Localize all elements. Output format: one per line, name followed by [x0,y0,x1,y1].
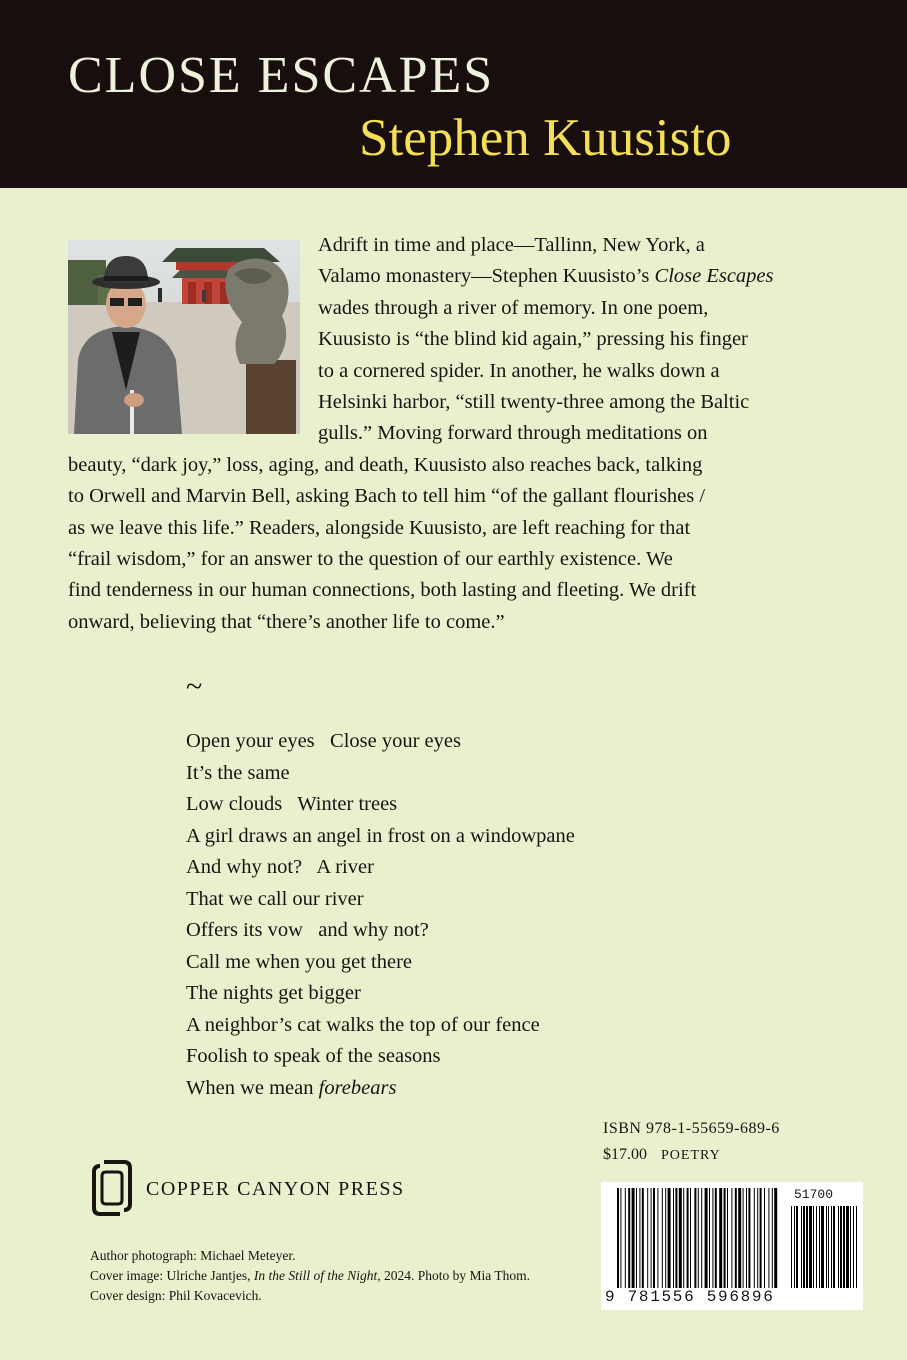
description-line: as we leave this life.” Readers, alongside Kuusisto, are left reaching for that [68,516,691,539]
copper-canyon-logo-icon [92,1158,132,1218]
credits [90,1246,530,1306]
description-line: find tenderness in our human connections, both lasting and fleeting. We drift [68,579,697,602]
poem-line: Offers its vow and why not? [186,919,429,941]
price-line [603,1146,721,1164]
description-line: to a cornered spider. In another, he walks down a [318,359,720,382]
poem-line: Low clouds Winter trees [186,793,398,815]
description-line: beauty, “dark joy,” loss, aging, and death, Kuusisto also reaches back, talking [68,453,703,476]
description-line: Kuusisto is “the blind kid again,” pressing his finger [318,328,748,351]
poem-line: It’s the same [186,761,290,784]
barcode [601,1182,863,1310]
description-line: Valamo monastery—Stephen Kuusisto’s Close Escapes [318,265,774,288]
poem-line: A girl draws an angel in frost on a windowpane [186,824,575,847]
poem-excerpt [186,726,575,1104]
description-line: wades through a river of memory. In one poem, [318,296,709,319]
poem-line: The nights get bigger [186,982,361,1004]
author-name: Stephen Kuusisto [359,109,732,167]
isbn: ISBN 978-1-55659-689-6 [603,1120,780,1137]
author-photo [68,240,300,434]
category: POETRY [661,1148,721,1163]
poem-line: A neighbor’s cat walks the top of our fence [186,1013,540,1036]
poem-italic-word: forebears [318,1076,397,1099]
barcode-price-code: 51700 [793,1187,833,1202]
poem-line: When we mean forebears [186,1076,397,1099]
description-line: onward, believing that “there’s another life to come.” [68,610,505,633]
description-line: “frail wisdom,” for an answer to the question of our earthly existence. We [68,548,673,570]
publisher-name: COPPER CANYON PRESS [146,1178,405,1200]
barcode-digits: 9 781556 596896 [605,1288,775,1306]
poem-line: That we call our river [186,887,364,910]
book-title: CLOSE ESCAPES [68,47,495,104]
header-band [0,0,907,188]
description-line: to Orwell and Marvin Bell, asking Bach to tell him “of the gallant flourishes / [68,485,706,508]
title-italic: Close Escapes [654,265,774,288]
poem-line: Foolish to speak of the seasons [186,1045,441,1067]
cover-credit: Cover image: Ulriche Jantjes, In the Still of the Night, 2024. Photo by Mia Thom. [90,1268,530,1283]
description-line: gulls.” Moving forward through meditations on [318,422,708,445]
price: $17.00 [603,1146,647,1163]
poem-line: And why not? A river [186,856,374,878]
design-credit: Cover design: Phil Kovacevich. [90,1288,262,1303]
description-line: Adrift in time and place—Tallinn, New York, a [318,234,705,256]
description-line: Helsinki harbor, “still twenty-three among the Baltic [318,391,750,413]
photo-credit: Author photograph: Michael Meteyer. [90,1248,296,1263]
poem-line: Call me when you get there [186,950,413,973]
poem-line: Open your eyes Close your eyes [186,730,461,752]
poem-separator: ~ [186,670,203,703]
